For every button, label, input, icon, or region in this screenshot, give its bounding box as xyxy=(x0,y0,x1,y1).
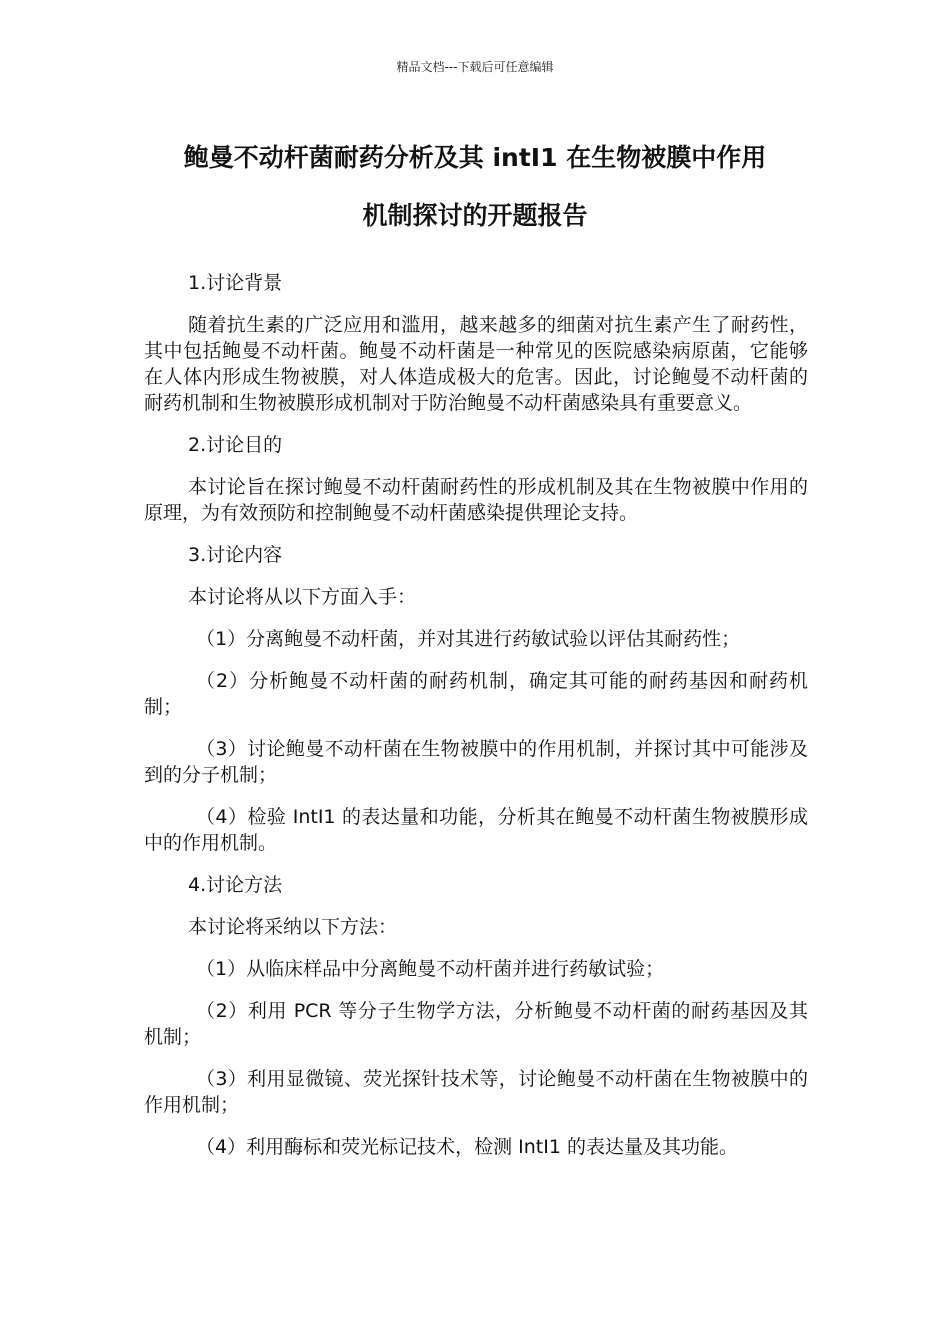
section-body-background: 随着抗生素的广泛应用和滥用，越来越多的细菌对抗生素产生了耐药性，其中包括鲍曼不动杆菌。鲍曼不动杆菌是一种常见的医院感染病原菌，它能够在人体内形成生物被膜，对人体造成极大的危害。因此，讨论鲍曼不动杆菌的耐药机制和生物被膜形成机制对于防治鲍曼不动杆菌感染具有重要意义。 xyxy=(144,314,808,414)
list-item-methods-3: （3）利用显微镜、荧光探针技术等，讨论鲍曼不动杆菌在生物被膜中的作用机制； xyxy=(144,1068,808,1116)
section-intro-content: 本讨论将从以下方面入手： xyxy=(188,586,417,608)
list-item-methods-2: （2）利用 PCR 等分子生物学方法，分析鲍曼不动杆菌的耐药基因及其机制； xyxy=(144,1000,808,1048)
section-heading-content: 3.讨论内容 xyxy=(188,544,283,566)
list-item-methods-4: （4）利用酶标和荧光标记技术，检测 IntI1 的表达量及其功能。 xyxy=(196,1136,738,1158)
section-heading-methods: 4.讨论方法 xyxy=(188,874,283,896)
section-intro-methods: 本讨论将采纳以下方法： xyxy=(188,916,398,938)
list-item-content-4: （4）检验 IntI1 的表达量和功能，分析其在鲍曼不动杆菌生物被膜形成中的作用机制。 xyxy=(144,806,808,854)
document-body xyxy=(144,270,808,1160)
section-heading-purpose: 2.讨论目的 xyxy=(188,434,283,456)
list-item-methods-1: （1）从临床样品中分离鲍曼不动杆菌并进行药敏试验； xyxy=(196,958,665,980)
list-item-content-3: （3）讨论鲍曼不动杆菌在生物被膜中的作用机制，并探讨其中可能涉及到的分子机制； xyxy=(144,738,808,786)
section-heading-background: 1.讨论背景 xyxy=(188,272,283,294)
document-title-line-1: 鲍曼不动杆菌耐药分析及其 intI1 在生物被膜中作用 xyxy=(183,143,767,172)
section-body-purpose: 本讨论旨在探讨鲍曼不动杆菌耐药性的形成机制及其在生物被膜中作用的原理，为有效预防和控制鲍曼不动杆菌感染提供理论支持。 xyxy=(144,476,808,524)
list-item-content-2: （2）分析鲍曼不动杆菌的耐药机制，确定其可能的耐药基因和耐药机制； xyxy=(144,670,808,718)
list-item-content-1: （1）分离鲍曼不动杆菌，并对其进行药敏试验以评估其耐药性； xyxy=(196,628,741,650)
page-header: 精品文档---下载后可任意编辑 xyxy=(396,60,554,74)
document-title-line-2: 机制探讨的开题报告 xyxy=(362,201,588,230)
